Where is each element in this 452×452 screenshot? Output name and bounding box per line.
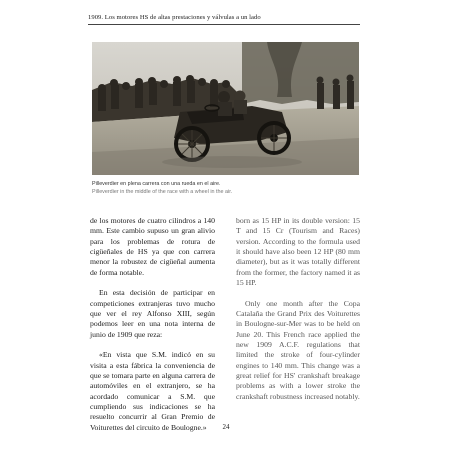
english-paragraph: Only one month after the Copa Catalaña the Grand Prix des Voiturettes in Boulogne-sur-Mer was to be held on June 20. This French race applied the new 1909 A.C.F. regulations that limited the stroke of four-cylinder engines to 140 mm. This change was a great relief for HS' crankshaft breakage problems as with a lower stroke the crankshaft robustness increased notably. [236, 298, 360, 401]
english-column [236, 216, 360, 402]
header-rule [88, 24, 360, 25]
spanish-quote: «En vista que S.M. indicó en su visita a esta fábrica la conveniencia de que se tomara parte en alguna carrera de automóviles en el extranjero, se ha acordado comunicar a S.M. que cumpliendo sus indicaciones se ha resuelto concurrir al Gran Premio de Voiturettes del circuito de Boulogne.» [90, 350, 215, 432]
caption-english: Pilleverdier in the middle of the race with a wheel in the air. [92, 189, 233, 196]
page-number: 24 [222, 423, 230, 431]
spanish-paragraph: En esta decisión de participar en competiciones extranjeras tuvo mucho que ver el rey Alfonso XIII, según podemos leer en una nota interna de junio de 1909 que reza: [90, 288, 215, 339]
figure-caption [92, 180, 359, 197]
race-photograph [92, 42, 359, 175]
english-paragraph: born as 15 HP in its double version: 15 T and 15 Cr (Tourism and Races) version. According to the formula used it should have also been 12 HP (80 mm diameter), but as it was totally different from the former, the factory named it as 15 HP. [236, 216, 360, 288]
spanish-column [90, 216, 215, 433]
caption-spanish: Pilleverdier en plena carrera con una rueda en el aire. [92, 181, 221, 187]
spanish-paragraph: de los motores de cuatro cilindros a 140 mm. Este cambio supuso un gran alivio para los problemas de rotura de cigüeñales de HS ya que con carrera menor la robustez de cigüeñal aumenta de forma notable. [90, 216, 215, 277]
running-header: 1909. Los motores HS de altas prestaciones y válvulas a un lado [88, 14, 261, 21]
